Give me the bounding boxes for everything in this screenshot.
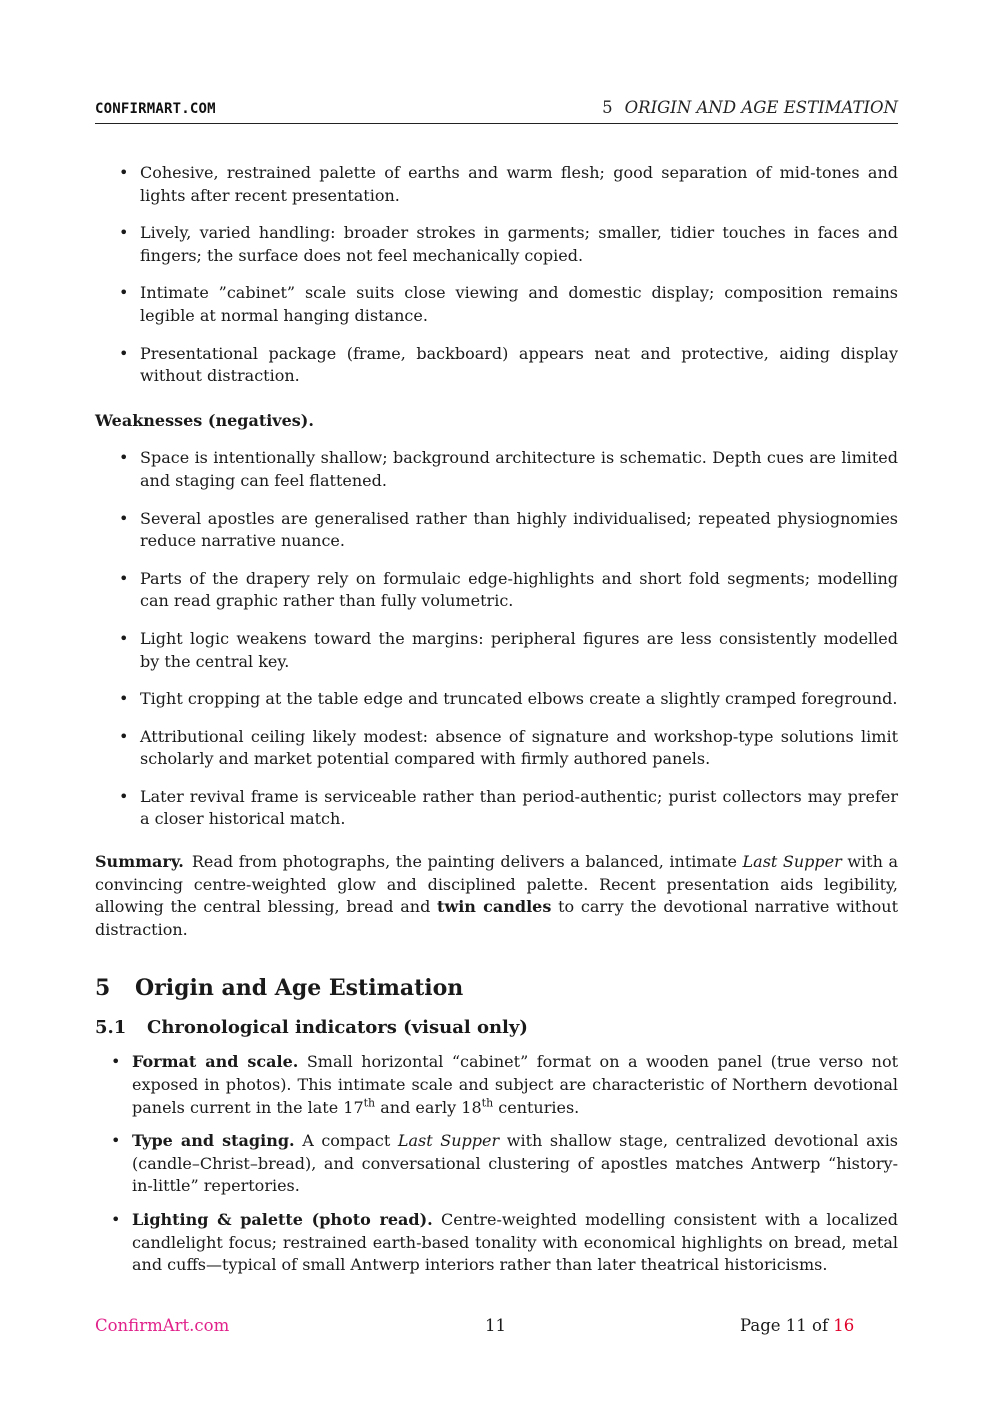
list-item: • Light logic weakens toward the margins: peripheral figures are less consistently modelled by the central key. [95,628,898,673]
list-item: • Attributional ceiling likely modest: absence of signature and workshop-type solutions limit scholarly and market potential compared with firmly authored panels. [95,726,898,771]
indicator-text: centuries. [493,1097,580,1117]
indicator-text: Centre-weighted modelling consistent with a localized candlelight focus; restrained earth-based tonality with economical highlights on bread, metal and cuffs—typical of small Antwerp interiors rather than later theatrical historicisms. [132,1210,898,1275]
indicators-list [95,1051,898,1276]
page-content [95,162,898,1288]
subsection-heading [95,1015,898,1041]
list-item: • Cohesive, restrained palette of earths and warm flesh; good separation of mid-tones and lights after recent presentation. [95,162,898,207]
section-number: 5 [95,975,111,1002]
indicator-text: A compact [294,1131,398,1151]
summary-bold: twin candles [437,897,552,917]
summary-text: with a convincing centre-weighted glow and disciplined palette. Recent presentation aids legibility, allowing the central blessing, bread and [95,852,898,917]
summary-text: Read from photographs, the painting delivers a balanced, intimate [191,852,743,872]
list-item: • Intimate ”cabinet” scale suits close viewing and domestic display; composition remains legible at normal hanging distance. [95,282,898,327]
section-heading [95,973,898,1003]
indicator-label: Type and staging. [132,1131,295,1151]
summary-text: to carry the devotional narrative without distraction. [95,897,898,939]
indicator-text: with shallow stage, centralized devotional axis (candle–Christ–bread), and conversational clustering of apostles matches Antwerp “history-in-little” repertories. [132,1131,899,1196]
strengths-list [95,162,898,388]
site-logo: CONFIRMART.COM [95,101,216,117]
superscript: th [481,1096,494,1110]
list-item: • Tight cropping at the table edge and truncated elbows create a slightly cramped foreground. [95,688,898,711]
indicator-label: Format and scale. [132,1052,299,1072]
list-item: • Several apostles are generalised rather than highly individualised; repeated physiognomies reduce narrative nuance. [95,508,898,553]
indicator-label: Lighting & palette (photo read). [132,1210,433,1229]
weaknesses-list [95,447,898,831]
list-item [95,1209,898,1277]
list-item: • Space is intentionally shallow; background architecture is schematic. Depth cues are limited and staging can feel flattened. [95,447,898,492]
list-item [95,1051,898,1119]
summary-paragraph [95,851,898,941]
list-item [95,1130,898,1198]
running-head-number: 5 [602,98,613,117]
indicator-text: and early 18 [375,1097,482,1117]
subsection-number: 5.1 [95,1017,127,1039]
weaknesses-heading: Weaknesses (negatives). [95,410,314,430]
list-item: • Lively, varied handling: broader strokes in garments; smaller, tidier touches in faces and fingers; the surface does not feel mechanically copied. [95,222,898,267]
superscript: th [363,1096,376,1110]
summary-italic: Last Supper [742,852,842,872]
footer-page-count [740,1316,854,1335]
summary-label: Summary. [95,852,184,872]
footer-page-total[interactable]: 16 [833,1316,855,1335]
footer-page-label: Page 11 of [740,1316,834,1335]
list-item: • Parts of the drapery rely on formulaic edge-highlights and short fold segments; modelling can read graphic rather than fully volumetric. [95,568,898,613]
indicator-italic: Last Supper [397,1131,500,1151]
document-page [95,0,898,1404]
indicator-text: Small horizontal “cabinet” format on a wooden panel (true verso not exposed in photos). This intimate scale and subject are characteristic of Northern devotional panels current in the late 17 [132,1052,899,1117]
section-title: Origin and Age Estimation [135,975,464,1002]
footer-site-link[interactable]: ConfirmArt.com [95,1316,230,1335]
running-head-title: ORIGIN AND AGE ESTIMATION [624,98,898,117]
page-header [95,98,898,124]
list-item: • Presentational package (frame, backboard) appears neat and protective, aiding display without distraction. [95,343,898,388]
subsection-title: Chronological indicators (visual only) [147,1017,528,1039]
list-item: • Later revival frame is serviceable rather than period-authentic; purist collectors may prefer a closer historical match. [95,786,898,831]
footer-page-number: 11 [485,1316,506,1335]
running-head [602,98,898,117]
